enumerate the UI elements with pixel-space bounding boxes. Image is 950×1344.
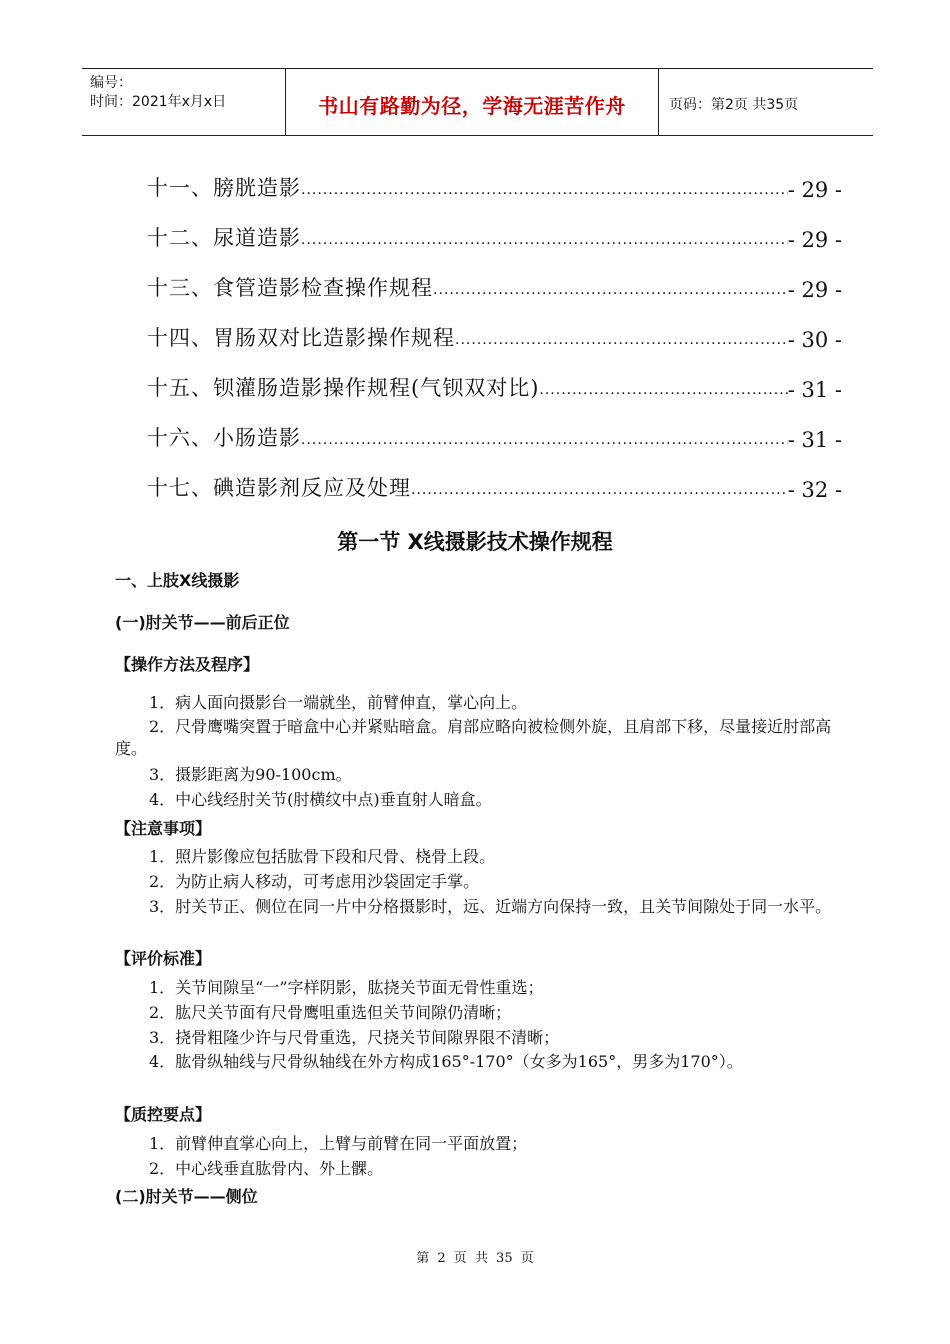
qc-item: 2．中心线垂直肱骨内、外上髁。 <box>149 1159 384 1178</box>
qc-heading: 【质控要点】 <box>115 1105 212 1124</box>
toc-page: - 29 - <box>787 228 842 252</box>
header-left-cell <box>82 69 285 135</box>
toc-leader <box>433 282 788 302</box>
toc-entry[interactable] <box>147 218 842 252</box>
toc-page: - 31 - <box>787 378 842 402</box>
toc-entry[interactable] <box>147 368 842 402</box>
toc-leader <box>301 182 788 202</box>
toc-title: 十二、尿道造影 <box>147 226 301 250</box>
toc-title: 十一、膀胱造影 <box>147 176 301 200</box>
position-heading: (二)肘关节——侧位 <box>115 1187 258 1206</box>
number-label: 编号： <box>90 75 132 91</box>
header-right-cell <box>659 69 873 135</box>
toc-title: 十三、食管造影检查操作规程 <box>147 276 433 300</box>
toc-entry[interactable] <box>147 168 842 202</box>
toc-page: - 32 - <box>787 478 842 502</box>
header-page-info: 页码：第2页 共35页 <box>669 97 799 113</box>
toc-leader <box>411 482 788 502</box>
section-title: 第一节 X线摄影技术操作规程 <box>337 530 613 554</box>
toc-leader <box>455 332 788 352</box>
toc-entry[interactable] <box>147 318 842 352</box>
toc-page: - 30 - <box>787 328 842 352</box>
toc-page: - 29 - <box>787 178 842 202</box>
toc-leader <box>539 382 787 402</box>
page-header <box>82 68 873 136</box>
criteria-item: 2．肱尺关节面有尺骨鹰咀重选但关节间隙仍清晰； <box>149 1003 512 1022</box>
method-heading: 【操作方法及程序】 <box>115 655 260 674</box>
method-item: 4．中心线经肘关节(肘横纹中点)垂直射人暗盒。 <box>149 790 492 809</box>
method-item: 2．尺骨鹰嘴突置于暗盒中心并紧贴暗盒。肩部应略向被检侧外旋，且肩部下移，尽量接近肘部高度。 <box>115 717 832 758</box>
toc-title: 十七、碘造影剂反应及处理 <box>147 476 411 500</box>
header-motto: 书山有路勤为径，学海无涯苦作舟 <box>318 94 626 118</box>
toc-entry[interactable] <box>147 468 842 502</box>
criteria-item: 1．关节间隙呈“一”字样阴影，肱挠关节面无骨性重选； <box>149 978 544 997</box>
toc-entry[interactable] <box>147 268 842 302</box>
toc-page: - 29 - <box>787 278 842 302</box>
qc-item: 1．前臂伸直掌心向上，上臂与前臂在同一平面放置； <box>149 1134 528 1153</box>
criteria-heading: 【评价标准】 <box>115 949 212 968</box>
toc-title: 十六、小肠造影 <box>147 426 301 450</box>
time-label: 时间：2021年x月x日 <box>90 94 227 110</box>
toc-title: 十五、钡灌肠造影操作规程(气钡双对比) <box>147 376 540 400</box>
criteria-item: 3．挠骨粗隆少许与尺骨重选，尺挠关节间隙界限不清晰； <box>149 1028 560 1047</box>
position-heading: (一)肘关节——前后正位 <box>115 613 290 632</box>
notes-item: 1．照片影像应包括肱骨下段和尺骨、桡骨上段。 <box>149 847 496 866</box>
toc-entry[interactable] <box>147 418 842 452</box>
toc-title: 十四、胃肠双对比造影操作规程 <box>147 326 455 350</box>
header-center-cell <box>285 69 659 135</box>
method-item: 1．病人面向摄影台一端就坐，前臂伸直，掌心向上。 <box>149 693 528 712</box>
notes-heading: 【注意事项】 <box>115 819 212 838</box>
toc-leader <box>301 232 788 252</box>
notes-item: 2．为防止病人移动，可考虑用沙袋固定手掌。 <box>149 872 480 891</box>
toc-leader <box>301 432 788 452</box>
criteria-item: 4．肱骨纵轴线与尺骨纵轴线在外方构成165°-170°（女多为165°，男多为170°）。 <box>149 1052 743 1071</box>
notes-item: 3．肘关节正、侧位在同一片中分格摄影时，远、近端方向保持一致，且关节间隙处于同一水平。 <box>149 897 832 916</box>
page-footer: 第 2 页 共 35 页 <box>416 1251 534 1266</box>
subsection-heading: 一、上肢X线摄影 <box>115 571 240 590</box>
toc-page: - 31 - <box>787 428 842 452</box>
method-item: 3．摄影距离为90-100cm。 <box>149 765 352 784</box>
